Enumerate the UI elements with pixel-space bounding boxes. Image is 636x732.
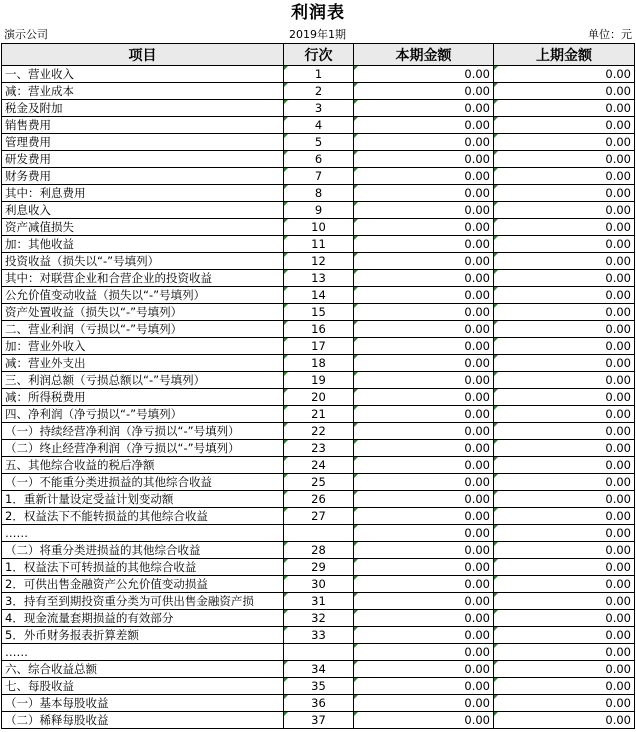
line-number-cell[interactable]: 24 xyxy=(284,457,354,474)
line-number-cell[interactable]: 21 xyxy=(284,406,354,423)
line-number-cell[interactable]: 30 xyxy=(284,576,354,593)
line-number-cell[interactable]: 16 xyxy=(284,321,354,338)
previous-amount-cell[interactable]: 0.00 xyxy=(494,576,635,593)
line-number-cell[interactable]: 12 xyxy=(284,253,354,270)
header-current-amount[interactable]: 本期金额 xyxy=(354,44,494,66)
item-cell[interactable]: 公允价值变动收益（损失以“-”号填列） xyxy=(2,287,284,304)
line-number-cell[interactable]: 13 xyxy=(284,270,354,287)
current-amount-cell[interactable]: 0.00 xyxy=(354,389,494,406)
table-body xyxy=(2,66,635,729)
previous-amount-cell[interactable]: 0.00 xyxy=(494,525,635,542)
current-amount-cell[interactable]: 0.00 xyxy=(354,83,494,100)
line-number-cell[interactable]: 3 xyxy=(284,100,354,117)
previous-amount-cell[interactable]: 0.00 xyxy=(494,542,635,559)
table-row xyxy=(2,202,635,219)
table-row xyxy=(2,236,635,253)
item-cell[interactable]: （一）持续经营净利润（净亏损以“-”号填列） xyxy=(2,423,284,440)
previous-amount-cell[interactable]: 0.00 xyxy=(494,287,635,304)
report-title: 利润表 xyxy=(291,3,345,23)
item-cell[interactable]: 利息收入 xyxy=(2,202,284,219)
previous-amount-cell[interactable]: 0.00 xyxy=(494,372,635,389)
item-cell[interactable]: （二）终止经营净利润（净亏损以“-”号填列） xyxy=(2,440,284,457)
line-number-cell[interactable]: 37 xyxy=(284,712,354,729)
item-cell[interactable]: 一、营业收入 xyxy=(2,66,284,83)
line-number-cell[interactable]: 20 xyxy=(284,389,354,406)
item-cell[interactable]: …… xyxy=(2,525,284,542)
line-number-cell[interactable]: 18 xyxy=(284,355,354,372)
current-amount-cell[interactable]: 0.00 xyxy=(354,559,494,576)
line-number-cell[interactable]: 4 xyxy=(284,117,354,134)
current-amount-cell[interactable]: 0.00 xyxy=(354,610,494,627)
previous-amount-cell[interactable]: 0.00 xyxy=(494,406,635,423)
item-cell[interactable]: 4．现金流量套期损益的有效部分 xyxy=(2,610,284,627)
line-number-cell[interactable]: 10 xyxy=(284,219,354,236)
item-cell[interactable]: 六、综合收益总额 xyxy=(2,661,284,678)
item-cell[interactable]: 三、利润总额（亏损总额以“-”号填列） xyxy=(2,372,284,389)
previous-amount-cell[interactable]: 0.00 xyxy=(494,117,635,134)
item-cell[interactable]: 减：营业成本 xyxy=(2,83,284,100)
table-row xyxy=(2,678,635,695)
line-number-cell[interactable]: 22 xyxy=(284,423,354,440)
current-amount-cell[interactable]: 0.00 xyxy=(354,372,494,389)
table-row xyxy=(2,321,635,338)
previous-amount-cell[interactable]: 0.00 xyxy=(494,508,635,525)
item-cell[interactable]: （一）基本每股收益 xyxy=(2,695,284,712)
table-row xyxy=(2,372,635,389)
currency-unit: 单位：元 xyxy=(588,28,632,41)
line-number-cell[interactable]: 11 xyxy=(284,236,354,253)
table-row xyxy=(2,525,635,542)
current-amount-cell[interactable]: 0.00 xyxy=(354,406,494,423)
current-amount-cell[interactable]: 0.00 xyxy=(354,355,494,372)
current-amount-cell[interactable]: 0.00 xyxy=(354,287,494,304)
line-number-cell[interactable]: 27 xyxy=(284,508,354,525)
current-amount-cell[interactable]: 0.00 xyxy=(354,712,494,729)
previous-amount-cell[interactable]: 0.00 xyxy=(494,474,635,491)
current-amount-cell[interactable]: 0.00 xyxy=(354,661,494,678)
current-amount-cell[interactable]: 0.00 xyxy=(354,168,494,185)
current-amount-cell[interactable]: 0.00 xyxy=(354,593,494,610)
item-cell[interactable]: 五、其他综合收益的税后净额 xyxy=(2,457,284,474)
table-row xyxy=(2,83,635,100)
report-period: 2019年1期 xyxy=(289,28,346,41)
previous-amount-cell[interactable]: 0.00 xyxy=(494,355,635,372)
line-number-cell[interactable]: 25 xyxy=(284,474,354,491)
table-row xyxy=(2,355,635,372)
previous-amount-cell[interactable]: 0.00 xyxy=(494,627,635,644)
table-row xyxy=(2,474,635,491)
table-row xyxy=(2,610,635,627)
current-amount-cell[interactable]: 0.00 xyxy=(354,644,494,661)
previous-amount-cell[interactable]: 0.00 xyxy=(494,304,635,321)
item-cell[interactable]: （二）将重分类进损益的其他综合收益 xyxy=(2,542,284,559)
item-cell[interactable]: 1．权益法下可转损益的其他综合收益 xyxy=(2,559,284,576)
previous-amount-cell[interactable]: 0.00 xyxy=(494,678,635,695)
current-amount-cell[interactable]: 0.00 xyxy=(354,236,494,253)
current-amount-cell[interactable]: 0.00 xyxy=(354,423,494,440)
line-number-cell[interactable]: 8 xyxy=(284,185,354,202)
previous-amount-cell[interactable]: 0.00 xyxy=(494,695,635,712)
line-number-cell[interactable]: 19 xyxy=(284,372,354,389)
item-cell[interactable]: …… xyxy=(2,644,284,661)
current-amount-cell[interactable]: 0.00 xyxy=(354,185,494,202)
table-row xyxy=(2,627,635,644)
previous-amount-cell[interactable]: 0.00 xyxy=(494,270,635,287)
current-amount-cell[interactable]: 0.00 xyxy=(354,304,494,321)
item-cell[interactable]: 财务费用 xyxy=(2,168,284,185)
previous-amount-cell[interactable]: 0.00 xyxy=(494,440,635,457)
previous-amount-cell[interactable]: 0.00 xyxy=(494,457,635,474)
previous-amount-cell[interactable]: 0.00 xyxy=(494,321,635,338)
current-amount-cell[interactable]: 0.00 xyxy=(354,695,494,712)
current-amount-cell[interactable]: 0.00 xyxy=(354,474,494,491)
current-amount-cell[interactable]: 0.00 xyxy=(354,576,494,593)
table-row xyxy=(2,644,635,661)
item-cell[interactable]: 二、营业利润（亏损以“-”号填列） xyxy=(2,321,284,338)
previous-amount-cell[interactable]: 0.00 xyxy=(494,593,635,610)
item-cell[interactable]: 税金及附加 xyxy=(2,100,284,117)
line-number-cell[interactable]: 26 xyxy=(284,491,354,508)
current-amount-cell[interactable]: 0.00 xyxy=(354,151,494,168)
line-number-cell[interactable]: 36 xyxy=(284,695,354,712)
table-row xyxy=(2,338,635,355)
item-cell[interactable]: 投资收益（损失以“-”号填列） xyxy=(2,253,284,270)
previous-amount-cell[interactable]: 0.00 xyxy=(494,83,635,100)
table-row xyxy=(2,100,635,117)
income-statement-table xyxy=(1,43,635,729)
table-row xyxy=(2,559,635,576)
table-row xyxy=(2,491,635,508)
table-row xyxy=(2,134,635,151)
line-number-cell[interactable]: 9 xyxy=(284,202,354,219)
header-previous-amount[interactable]: 上期金额 xyxy=(494,44,635,66)
previous-amount-cell[interactable]: 0.00 xyxy=(494,202,635,219)
current-amount-cell[interactable]: 0.00 xyxy=(354,440,494,457)
previous-amount-cell[interactable]: 0.00 xyxy=(494,661,635,678)
line-number-cell[interactable]: 28 xyxy=(284,542,354,559)
previous-amount-cell[interactable]: 0.00 xyxy=(494,100,635,117)
current-amount-cell[interactable]: 0.00 xyxy=(354,457,494,474)
header-item[interactable]: 项目 xyxy=(2,44,284,66)
table-row xyxy=(2,270,635,287)
item-cell[interactable]: 销售费用 xyxy=(2,117,284,134)
table-row xyxy=(2,287,635,304)
item-cell[interactable]: 管理费用 xyxy=(2,134,284,151)
item-cell[interactable]: （一）不能重分类进损益的其他综合收益 xyxy=(2,474,284,491)
table-row xyxy=(2,457,635,474)
table-row xyxy=(2,593,635,610)
line-number-cell[interactable]: 34 xyxy=(284,661,354,678)
previous-amount-cell[interactable]: 0.00 xyxy=(494,712,635,729)
table-row xyxy=(2,508,635,525)
previous-amount-cell[interactable]: 0.00 xyxy=(494,423,635,440)
table-header-row xyxy=(2,44,635,66)
item-cell[interactable]: 2．权益法下不能转损益的其他综合收益 xyxy=(2,508,284,525)
current-amount-cell[interactable]: 0.00 xyxy=(354,100,494,117)
previous-amount-cell[interactable]: 0.00 xyxy=(494,253,635,270)
table-row xyxy=(2,66,635,83)
line-number-cell[interactable]: 35 xyxy=(284,678,354,695)
previous-amount-cell[interactable]: 0.00 xyxy=(494,185,635,202)
header-line-no[interactable]: 行次 xyxy=(284,44,354,66)
line-number-cell[interactable]: 23 xyxy=(284,440,354,457)
table-row xyxy=(2,712,635,729)
line-number-cell[interactable] xyxy=(284,525,354,542)
line-number-cell[interactable]: 33 xyxy=(284,627,354,644)
current-amount-cell[interactable]: 0.00 xyxy=(354,338,494,355)
table-row xyxy=(2,117,635,134)
table-row xyxy=(2,304,635,321)
item-cell[interactable]: 加：其他收益 xyxy=(2,236,284,253)
line-number-cell[interactable]: 5 xyxy=(284,134,354,151)
line-number-cell[interactable]: 7 xyxy=(284,168,354,185)
line-number-cell[interactable]: 32 xyxy=(284,610,354,627)
line-number-cell[interactable]: 14 xyxy=(284,287,354,304)
item-cell[interactable]: 资产减值损失 xyxy=(2,219,284,236)
item-cell[interactable]: 其中：利息费用 xyxy=(2,185,284,202)
table-row xyxy=(2,389,635,406)
table-row xyxy=(2,168,635,185)
line-number-cell[interactable]: 31 xyxy=(284,593,354,610)
item-cell[interactable]: 研发费用 xyxy=(2,151,284,168)
current-amount-cell[interactable]: 0.00 xyxy=(354,678,494,695)
previous-amount-cell[interactable]: 0.00 xyxy=(494,134,635,151)
table-row xyxy=(2,185,635,202)
current-amount-cell[interactable]: 0.00 xyxy=(354,134,494,151)
line-number-cell[interactable]: 15 xyxy=(284,304,354,321)
previous-amount-cell[interactable]: 0.00 xyxy=(494,559,635,576)
table-row xyxy=(2,440,635,457)
previous-amount-cell[interactable]: 0.00 xyxy=(494,644,635,661)
current-amount-cell[interactable]: 0.00 xyxy=(354,202,494,219)
previous-amount-cell[interactable]: 0.00 xyxy=(494,610,635,627)
line-number-cell[interactable]: 6 xyxy=(284,151,354,168)
table-row xyxy=(2,576,635,593)
current-amount-cell[interactable]: 0.00 xyxy=(354,253,494,270)
item-cell[interactable]: 资产处置收益（损失以“-”号填列） xyxy=(2,304,284,321)
table-row xyxy=(2,151,635,168)
line-number-cell[interactable] xyxy=(284,644,354,661)
current-amount-cell[interactable]: 0.00 xyxy=(354,117,494,134)
item-cell[interactable]: 5．外币财务报表折算差额 xyxy=(2,627,284,644)
previous-amount-cell[interactable]: 0.00 xyxy=(494,491,635,508)
item-cell[interactable]: （二）稀释每股收益 xyxy=(2,712,284,729)
previous-amount-cell[interactable]: 0.00 xyxy=(494,66,635,83)
current-amount-cell[interactable]: 0.00 xyxy=(354,491,494,508)
item-cell[interactable]: 其中：对联营企业和合营企业的投资收益 xyxy=(2,270,284,287)
company-name: 演示公司 xyxy=(4,28,48,41)
previous-amount-cell[interactable]: 0.00 xyxy=(494,219,635,236)
line-number-cell[interactable]: 2 xyxy=(284,83,354,100)
line-number-cell[interactable]: 17 xyxy=(284,338,354,355)
table-row xyxy=(2,406,635,423)
current-amount-cell[interactable]: 0.00 xyxy=(354,508,494,525)
item-cell[interactable]: 加：营业外收入 xyxy=(2,338,284,355)
item-cell[interactable]: 3．持有至到期投资重分类为可供出售金融资产损 xyxy=(2,593,284,610)
table-row xyxy=(2,542,635,559)
current-amount-cell[interactable]: 0.00 xyxy=(354,219,494,236)
line-number-cell[interactable]: 1 xyxy=(284,66,354,83)
table-row xyxy=(2,253,635,270)
previous-amount-cell[interactable]: 0.00 xyxy=(494,389,635,406)
current-amount-cell[interactable]: 0.00 xyxy=(354,542,494,559)
table-row xyxy=(2,661,635,678)
current-amount-cell[interactable]: 0.00 xyxy=(354,321,494,338)
current-amount-cell[interactable]: 0.00 xyxy=(354,270,494,287)
previous-amount-cell[interactable]: 0.00 xyxy=(494,338,635,355)
current-amount-cell[interactable]: 0.00 xyxy=(354,66,494,83)
table-row xyxy=(2,219,635,236)
current-amount-cell[interactable]: 0.00 xyxy=(354,525,494,542)
previous-amount-cell[interactable]: 0.00 xyxy=(494,236,635,253)
item-cell[interactable]: 七、每股收益 xyxy=(2,678,284,695)
previous-amount-cell[interactable]: 0.00 xyxy=(494,151,635,168)
previous-amount-cell[interactable]: 0.00 xyxy=(494,168,635,185)
line-number-cell[interactable]: 29 xyxy=(284,559,354,576)
item-cell[interactable]: 2．可供出售金融资产公允价值变动损益 xyxy=(2,576,284,593)
item-cell[interactable]: 1．重新计量设定受益计划变动额 xyxy=(2,491,284,508)
item-cell[interactable]: 减：营业外支出 xyxy=(2,355,284,372)
item-cell[interactable]: 四、净利润（净亏损以“-”号填列） xyxy=(2,406,284,423)
table-row xyxy=(2,695,635,712)
item-cell[interactable]: 减：所得税费用 xyxy=(2,389,284,406)
table-row xyxy=(2,423,635,440)
current-amount-cell[interactable]: 0.00 xyxy=(354,627,494,644)
